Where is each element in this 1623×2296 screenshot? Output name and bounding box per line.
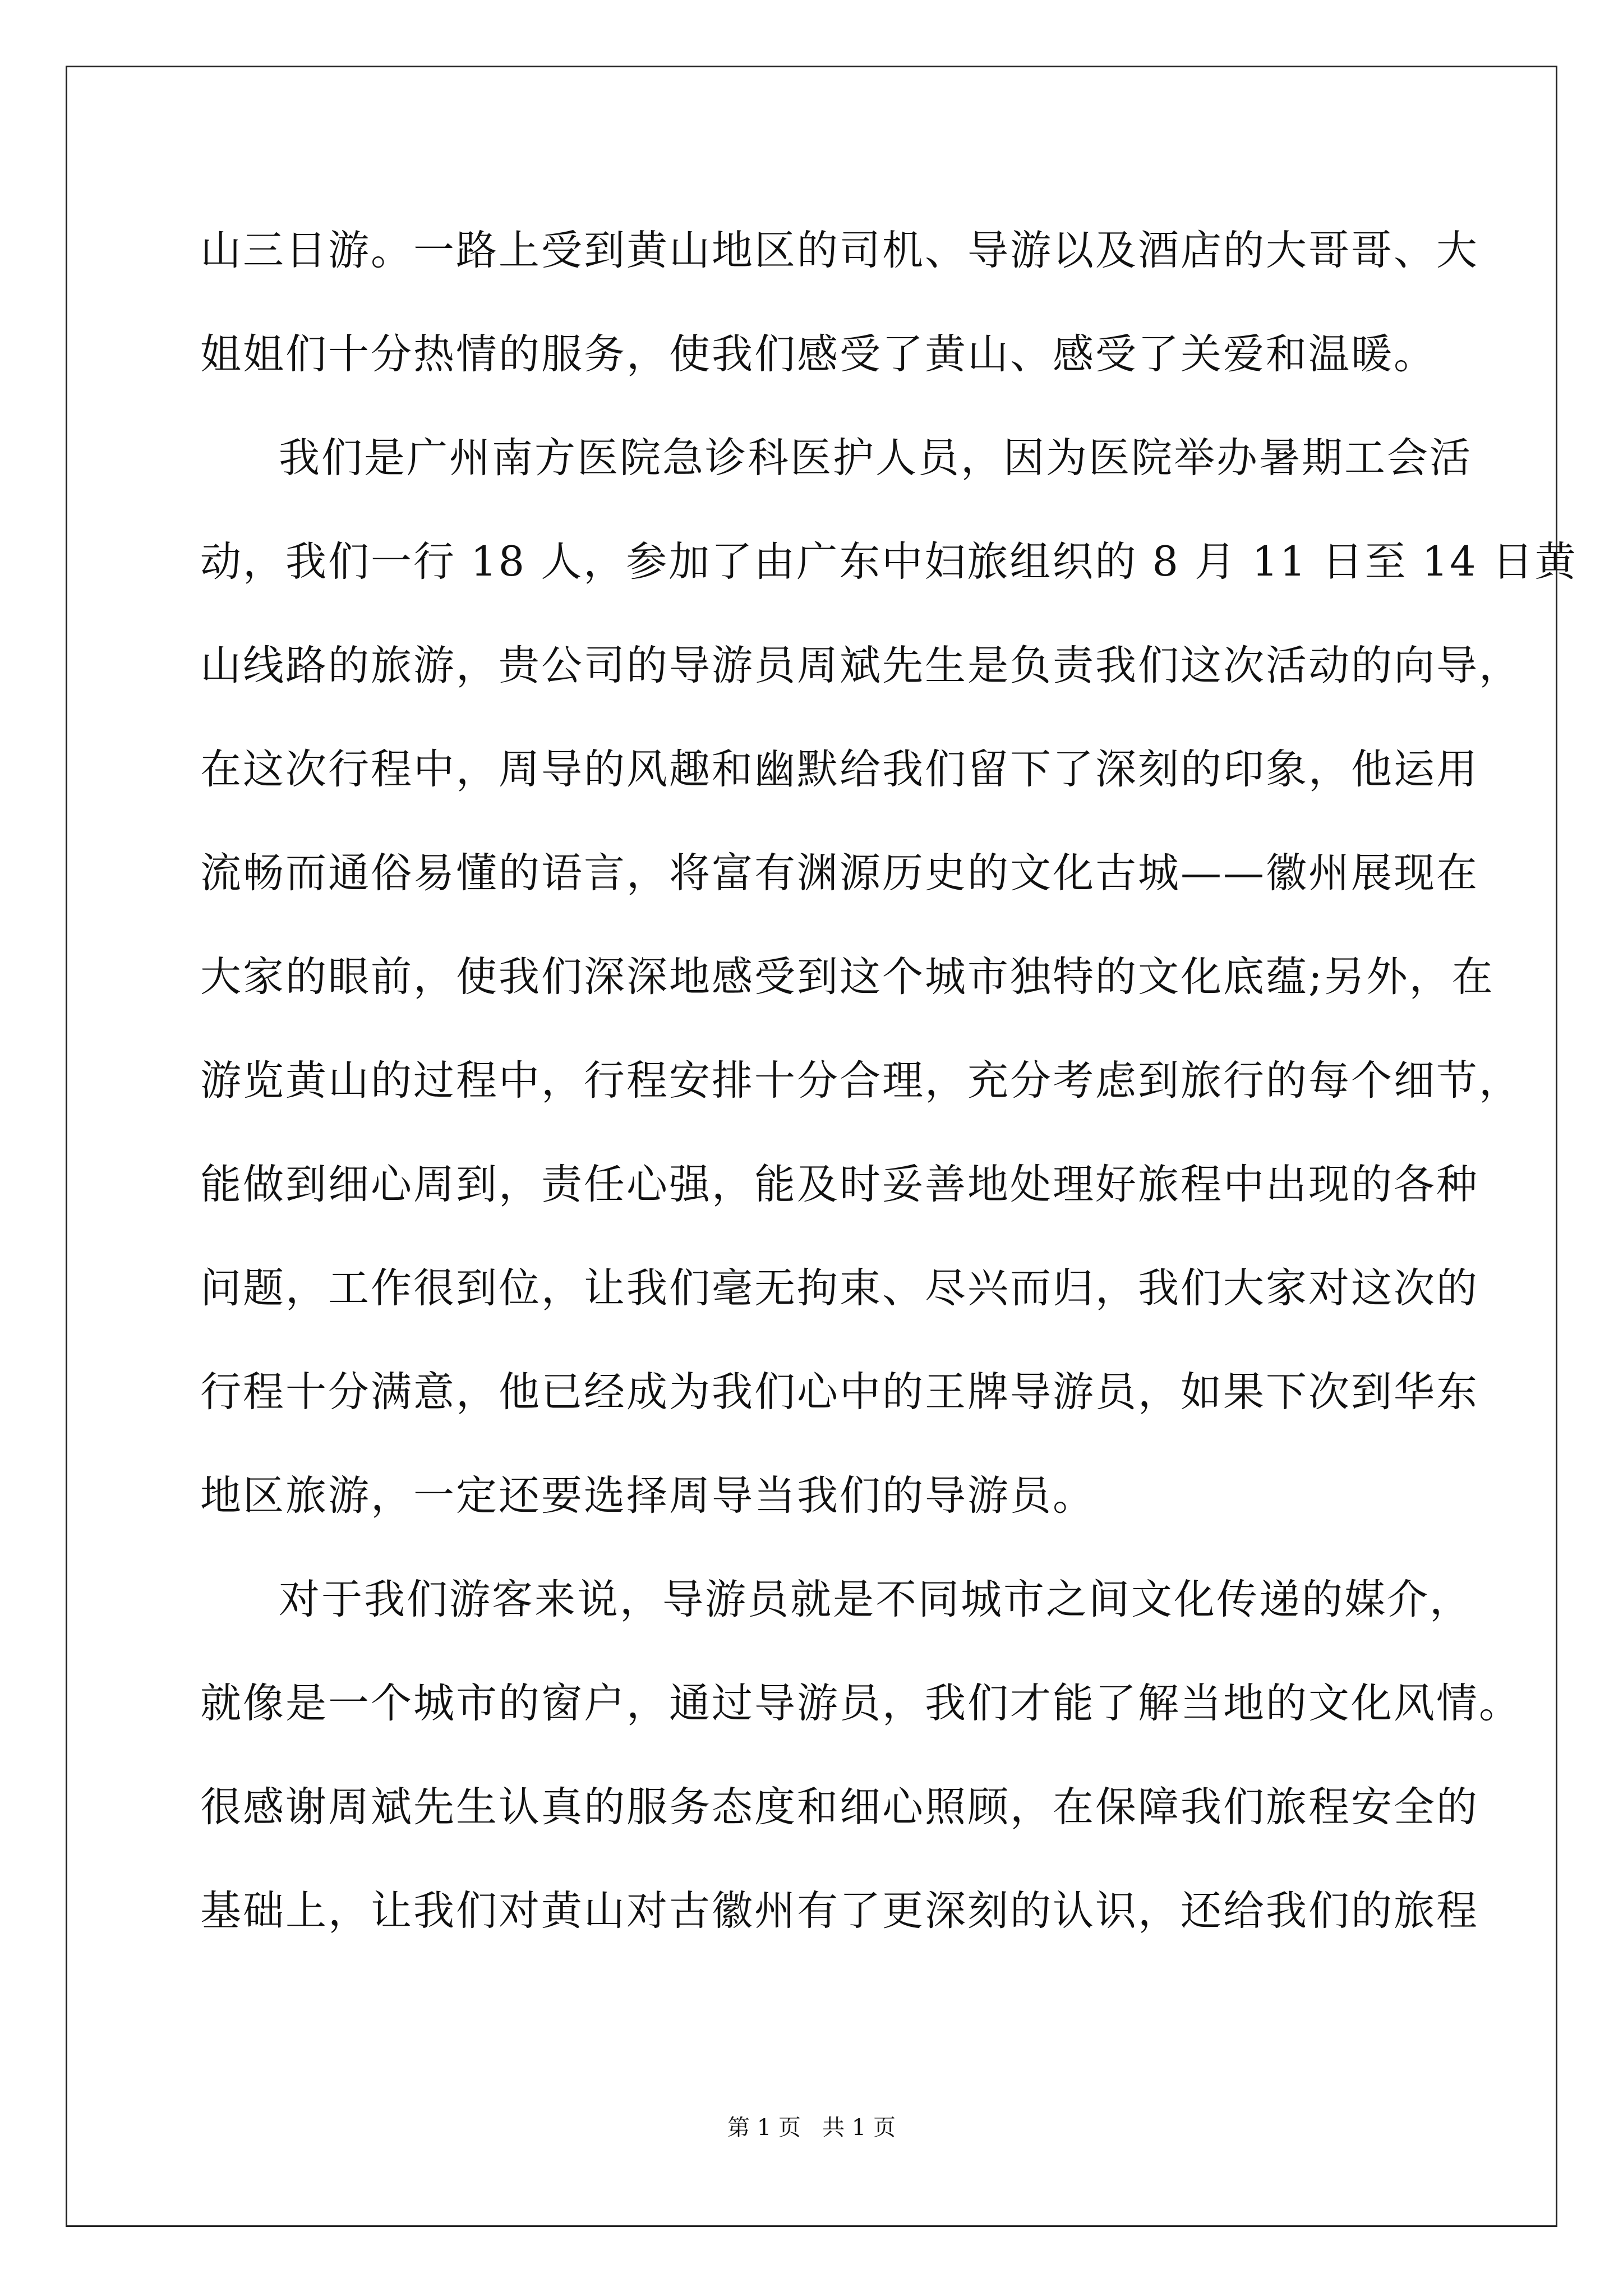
body-line-12: 行程十分满意，他已经成为我们心中的王牌导游员，如果下次到华东	[200, 1368, 1479, 1416]
page-footer: 第 1 页 共 1 页	[727, 2115, 896, 2141]
body-line-6: 在这次行程中，周导的风趣和幽默给我们留下了深刻的印象，他运用	[200, 746, 1479, 793]
body-line-14: 对于我们游客来说，导游员就是不同城市之间文化传递的媒介，	[279, 1576, 1472, 1623]
body-line-8: 大家的眼前，使我们深深地感受到这个城市独特的文化底蕴;另外，在	[200, 953, 1495, 1001]
body-line-15: 就像是一个城市的窗户，通过导游员，我们才能了解当地的文化风情。	[200, 1680, 1521, 1727]
body-line-9: 游览黄山的过程中，行程安排十分合理，充分考虑到旅行的每个细节，	[200, 1057, 1521, 1105]
body-line-13: 地区旅游，一定还要选择周导当我们的导游员。	[200, 1472, 1095, 1520]
body-line-10: 能做到细心周到，责任心强，能及时妥善地处理好旅程中出现的各种	[200, 1161, 1479, 1208]
body-line-5: 山线路的旅游，贵公司的导游员周斌先生是负责我们这次活动的向导，	[200, 642, 1521, 689]
body-line-3: 我们是广州南方医院急诊科医护人员，因为医院举办暑期工会活	[279, 434, 1472, 482]
body-line-2: 姐姐们十分热情的服务，使我们感受了黄山、感受了关爱和温暖。	[200, 330, 1436, 378]
body-line-16: 很感谢周斌先生认真的服务态度和细心照顾，在保障我们旅程安全的	[200, 1783, 1479, 1831]
body-line-17: 基础上，让我们对黄山对古徽州有了更深刻的认识，还给我们的旅程	[200, 1887, 1479, 1935]
body-line-11: 问题，工作很到位，让我们毫无拘束、尽兴而归，我们大家对这次的	[200, 1264, 1479, 1312]
body-line-7: 流畅而通俗易懂的语言，将富有渊源历史的文化古城——徽州展现在	[200, 849, 1479, 897]
body-line-4: 动，我们一行 18 人，参加了由广东中妇旅组织的 8 月 11 日至 14 日黄	[200, 538, 1578, 586]
body-line-1: 山三日游。一路上受到黄山地区的司机、导游以及酒店的大哥哥、大	[200, 227, 1479, 274]
